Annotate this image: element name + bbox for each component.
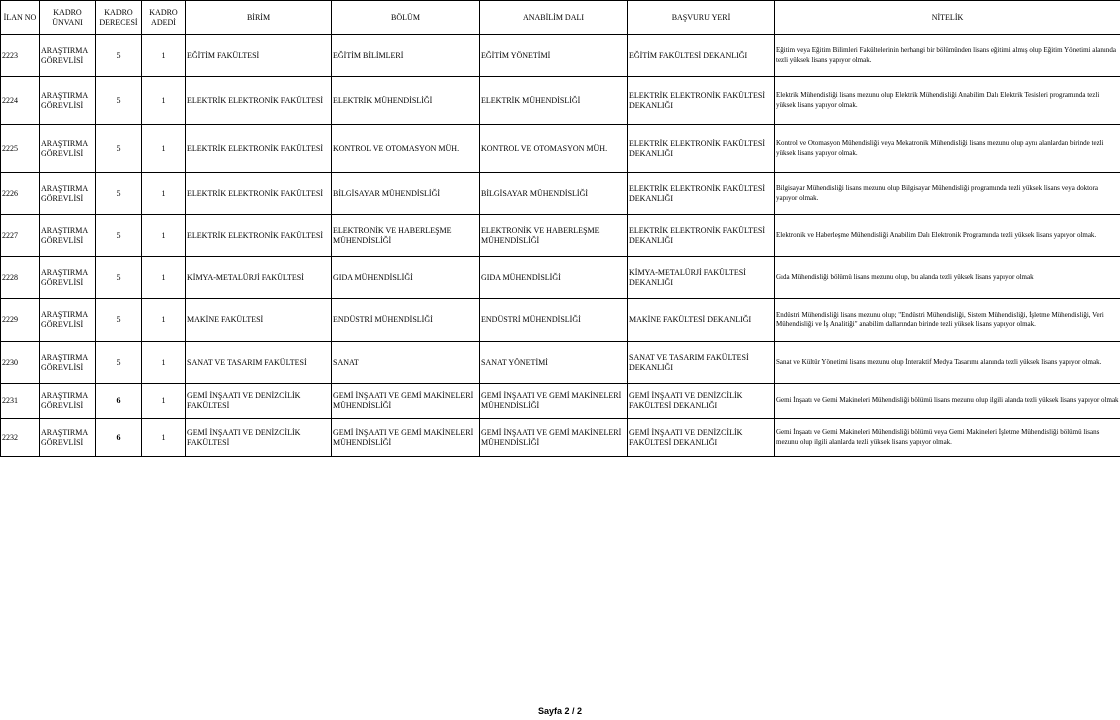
ilan-no-cell: 2225 [1, 125, 40, 173]
bolum-cell: GIDA MÜHENDİSLİĞİ [332, 257, 480, 299]
anabilim-dali-cell: ELEKTRONİK VE HABERLEŞME MÜHENDİSLİĞİ [480, 215, 628, 257]
bolum-cell: BİLGİSAYAR MÜHENDİSLİĞİ [332, 173, 480, 215]
bolum-cell: SANAT [332, 342, 480, 384]
kadro-derecesi-cell: 5 [96, 299, 142, 342]
kadro-derecesi-cell: 5 [96, 257, 142, 299]
bolum-cell: GEMİ İNŞAATI VE GEMİ MAKİNELERİ MÜHENDİSLİĞİ [332, 419, 480, 457]
kadro-unvani-cell: ARAŞTIRMA GÖREVLİSİ [40, 384, 96, 419]
table-row [1, 125, 1120, 173]
anabilim-dali-cell: ELEKTRİK MÜHENDİSLİĞİ [480, 77, 628, 125]
bolum-cell: GEMİ İNŞAATI VE GEMİ MAKİNELERİ MÜHENDİSLİĞİ [332, 384, 480, 419]
kadro-derecesi-cell: 5 [96, 125, 142, 173]
ilan-no-cell: 2230 [1, 342, 40, 384]
table-row [1, 419, 1120, 457]
kadro-derecesi-cell: 6 [96, 384, 142, 419]
kadro-unvani-cell: ARAŞTIRMA GÖREVLİSİ [40, 299, 96, 342]
kadro-derecesi-cell: 5 [96, 173, 142, 215]
ilan-no-cell: 2226 [1, 173, 40, 215]
nitelik-cell: Elektronik ve Haberleşme Mühendisliği Anabilim Dalı Elektronik Programında tezli yüksek lisans yapıyor olmak. [775, 215, 1120, 257]
kadro-unvani-cell: ARAŞTIRMA GÖREVLİSİ [40, 125, 96, 173]
nitelik-cell: Gıda Mühendisliği bölümü lisans mezunu olup, bu alanda tezli yüksek lisans yapıyor olmak [775, 257, 1120, 299]
basvuru-yeri-cell: ELEKTRİK ELEKTRONİK FAKÜLTESİ DEKANLIĞI [628, 215, 775, 257]
nitelik-cell: Gemi İnşaatı ve Gemi Makineleri Mühendisliği bölümü veya Gemi Makineleri İşletme Mühendisliği bölümü lisans mezunu olup ilgili alanlarda tezli yüksek lisans yapıyor olmak. [775, 419, 1120, 457]
birim-cell: ELEKTRİK ELEKTRONİK FAKÜLTESİ [186, 125, 332, 173]
kadro-adedi-cell: 1 [142, 384, 186, 419]
header-kadro-unvani: KADRO ÜNVANI [40, 1, 96, 35]
bolum-cell: EĞİTİM BİLİMLERİ [332, 35, 480, 77]
kadro-adedi-cell: 1 [142, 342, 186, 384]
header-nitelik: NİTELİK [775, 1, 1120, 35]
table-header-row [1, 1, 1120, 35]
basvuru-yeri-cell: GEMİ İNŞAATI VE DENİZCİLİK FAKÜLTESİ DEKANLIĞI [628, 384, 775, 419]
kadro-derecesi-cell: 6 [96, 419, 142, 457]
bolum-cell: ELEKTRONİK VE HABERLEŞME MÜHENDİSLİĞİ [332, 215, 480, 257]
kadro-derecesi-cell: 5 [96, 35, 142, 77]
basvuru-yeri-cell: EĞİTİM FAKÜLTESİ DEKANLIĞI [628, 35, 775, 77]
birim-cell: MAKİNE FAKÜLTESİ [186, 299, 332, 342]
anabilim-dali-cell: GEMİ İNŞAATI VE GEMİ MAKİNELERİ MÜHENDİSLİĞİ [480, 384, 628, 419]
kadro-unvani-cell: ARAŞTIRMA GÖREVLİSİ [40, 215, 96, 257]
anabilim-dali-cell: ENDÜSTRİ MÜHENDİSLİĞİ [480, 299, 628, 342]
kadro-adedi-cell: 1 [142, 35, 186, 77]
birim-cell: GEMİ İNŞAATI VE DENİZCİLİK FAKÜLTESİ [186, 384, 332, 419]
basvuru-yeri-cell: MAKİNE FAKÜLTESİ DEKANLIĞI [628, 299, 775, 342]
kadro-unvani-cell: ARAŞTIRMA GÖREVLİSİ [40, 257, 96, 299]
birim-cell: GEMİ İNŞAATI VE DENİZCİLİK FAKÜLTESİ [186, 419, 332, 457]
basvuru-yeri-cell: SANAT VE TASARIM FAKÜLTESİ DEKANLIĞI [628, 342, 775, 384]
nitelik-cell: Elektrik Mühendisliği lisans mezunu olup Elektrik Mühendisliği Anabilim Dalı Elektrik Tesisleri programında tezli yüksek lisans yapıyor olmak. [775, 77, 1120, 125]
basvuru-yeri-cell: ELEKTRİK ELEKTRONİK FAKÜLTESİ DEKANLIĞI [628, 125, 775, 173]
anabilim-dali-cell: SANAT YÖNETİMİ [480, 342, 628, 384]
kadro-adedi-cell: 1 [142, 125, 186, 173]
basvuru-yeri-cell: ELEKTRİK ELEKTRONİK FAKÜLTESİ DEKANLIĞI [628, 77, 775, 125]
ilan-no-cell: 2227 [1, 215, 40, 257]
header-anabilim-dali: ANABİLİM DALI [480, 1, 628, 35]
anabilim-dali-cell: EĞİTİM YÖNETİMİ [480, 35, 628, 77]
kadro-adedi-cell: 1 [142, 215, 186, 257]
ilan-no-cell: 2232 [1, 419, 40, 457]
table-row [1, 173, 1120, 215]
nitelik-cell: Eğitim veya Eğitim Bilimleri Fakültelerinin herhangi bir bölümünden lisans eğitimi almış olup Eğitim Yönetimi alanında tezli yüksek lisans yapıyor olmak. [775, 35, 1120, 77]
bolum-cell: KONTROL VE OTOMASYON MÜH. [332, 125, 480, 173]
nitelik-cell: Gemi İnşaatı ve Gemi Makineleri Mühendisliği bölümü lisans mezunu olup ilgili alanda tezli yüksek lisans yapıyor olmak [775, 384, 1120, 419]
ilan-no-cell: 2224 [1, 77, 40, 125]
header-basvuru-yeri: BAŞVURU YERİ [628, 1, 775, 35]
table-row [1, 215, 1120, 257]
kadro-unvani-cell: ARAŞTIRMA GÖREVLİSİ [40, 77, 96, 125]
birim-cell: EĞİTİM FAKÜLTESİ [186, 35, 332, 77]
header-ilan-no: İLAN NO [1, 1, 40, 35]
anabilim-dali-cell: KONTROL VE OTOMASYON MÜH. [480, 125, 628, 173]
header-birim: BİRİM [186, 1, 332, 35]
ilan-no-cell: 2223 [1, 35, 40, 77]
kadro-derecesi-cell: 5 [96, 215, 142, 257]
kadro-unvani-cell: ARAŞTIRMA GÖREVLİSİ [40, 342, 96, 384]
nitelik-cell: Kontrol ve Otomasyon Mühendisliği veya Mekatronik Mühendisliği lisans mezunu olup aynı alanlardan birinde tezli yüksek lisans yapıyor olmak. [775, 125, 1120, 173]
kadro-adedi-cell: 1 [142, 77, 186, 125]
basvuru-yeri-cell: KİMYA-METALÜRJİ FAKÜLTESİ DEKANLIĞI [628, 257, 775, 299]
kadro-derecesi-cell: 5 [96, 77, 142, 125]
birim-cell: ELEKTRİK ELEKTRONİK FAKÜLTESİ [186, 173, 332, 215]
kadro-unvani-cell: ARAŞTIRMA GÖREVLİSİ [40, 35, 96, 77]
birim-cell: ELEKTRİK ELEKTRONİK FAKÜLTESİ [186, 215, 332, 257]
kadro-unvani-cell: ARAŞTIRMA GÖREVLİSİ [40, 173, 96, 215]
page-number: Sayfa 2 / 2 [537, 706, 583, 716]
header-bolum: BÖLÜM [332, 1, 480, 35]
ilan-no-cell: 2229 [1, 299, 40, 342]
table-row [1, 384, 1120, 419]
anabilim-dali-cell: GEMİ İNŞAATI VE GEMİ MAKİNELERİ MÜHENDİSLİĞİ [480, 419, 628, 457]
kadro-adedi-cell: 1 [142, 173, 186, 215]
birim-cell: SANAT VE TASARIM FAKÜLTESİ [186, 342, 332, 384]
kadro-adedi-cell: 1 [142, 257, 186, 299]
table-body [1, 35, 1120, 457]
anabilim-dali-cell: BİLGİSAYAR MÜHENDİSLİĞİ [480, 173, 628, 215]
nitelik-cell: Sanat ve Kültür Yönetimi lisans mezunu olup İnteraktif Medya Tasarımı alanında tezli yüksek lisans yapıyor olmak. [775, 342, 1120, 384]
kadro-adedi-cell: 1 [142, 419, 186, 457]
table-row [1, 35, 1120, 77]
ilan-no-cell: 2231 [1, 384, 40, 419]
bolum-cell: ELEKTRİK MÜHENDİSLİĞİ [332, 77, 480, 125]
birim-cell: KİMYA-METALÜRJİ FAKÜLTESİ [186, 257, 332, 299]
header-kadro-adedi: KADRO ADEDİ [142, 1, 186, 35]
nitelik-cell: Endüstri Mühendisliği lisans mezunu olup; "Endüstri Mühendisliği, Sistem Mühendisliği, İşletme Mühendisliği, Veri Mühendisliği ve İş Analitiği" anabilim dallarından birinde tezli yüksek lisans yapıyor olmak. [775, 299, 1120, 342]
table-row [1, 77, 1120, 125]
table-row [1, 342, 1120, 384]
nitelik-cell: Bilgisayar Mühendisliği lisans mezunu olup Bilgisayar Mühendisliği programında tezli yüksek lisans veya doktora yapıyor olmak. [775, 173, 1120, 215]
ilan-no-cell: 2228 [1, 257, 40, 299]
table-row [1, 257, 1120, 299]
header-kadro-derecesi: KADRO DERECESİ [96, 1, 142, 35]
basvuru-yeri-cell: GEMİ İNŞAATI VE DENİZCİLİK FAKÜLTESİ DEKANLIĞI [628, 419, 775, 457]
kadro-derecesi-cell: 5 [96, 342, 142, 384]
birim-cell: ELEKTRİK ELEKTRONİK FAKÜLTESİ [186, 77, 332, 125]
table-row [1, 299, 1120, 342]
anabilim-dali-cell: GIDA MÜHENDİSLİĞİ [480, 257, 628, 299]
kadro-adedi-cell: 1 [142, 299, 186, 342]
basvuru-yeri-cell: ELEKTRİK ELEKTRONİK FAKÜLTESİ DEKANLIĞI [628, 173, 775, 215]
kadro-unvani-cell: ARAŞTIRMA GÖREVLİSİ [40, 419, 96, 457]
bolum-cell: ENDÜSTRİ MÜHENDİSLİĞİ [332, 299, 480, 342]
